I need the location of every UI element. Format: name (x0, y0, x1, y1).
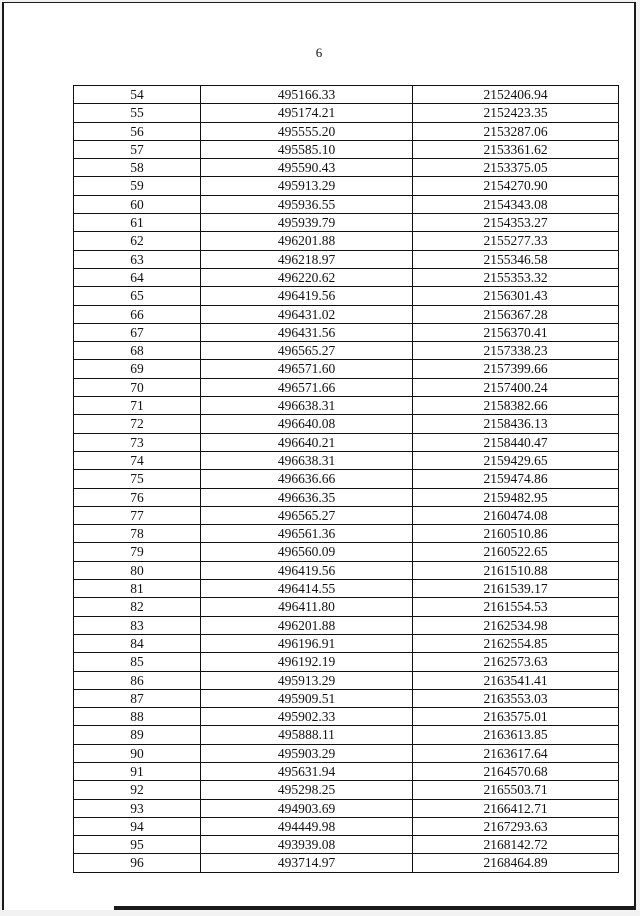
y-coordinate-cell: 2153287.06 (413, 122, 619, 140)
x-coordinate-cell: 496636.66 (201, 470, 413, 488)
table-row (74, 250, 619, 268)
table-row (74, 708, 619, 726)
y-coordinate-cell: 2161554.53 (413, 598, 619, 616)
x-coordinate-cell: 495902.33 (201, 708, 413, 726)
table-row (74, 744, 619, 762)
x-coordinate-cell: 496431.56 (201, 323, 413, 341)
point-number-cell: 85 (74, 653, 201, 671)
y-coordinate-cell: 2153375.05 (413, 159, 619, 177)
table-row (74, 287, 619, 305)
point-number-cell: 75 (74, 470, 201, 488)
table-row (74, 397, 619, 415)
table-row (74, 342, 619, 360)
x-coordinate-cell: 495939.79 (201, 214, 413, 232)
table-row (74, 634, 619, 652)
table-row (74, 762, 619, 780)
table-row (74, 140, 619, 158)
point-number-cell: 61 (74, 214, 201, 232)
point-number-cell: 96 (74, 854, 201, 872)
y-coordinate-cell: 2156301.43 (413, 287, 619, 305)
table-row (74, 470, 619, 488)
table-row (74, 451, 619, 469)
x-coordinate-cell: 496561.36 (201, 525, 413, 543)
point-number-cell: 92 (74, 781, 201, 799)
x-coordinate-cell: 495590.43 (201, 159, 413, 177)
x-coordinate-cell: 495585.10 (201, 140, 413, 158)
table-row (74, 488, 619, 506)
x-coordinate-cell: 494449.98 (201, 817, 413, 835)
y-coordinate-cell: 2164570.68 (413, 762, 619, 780)
x-coordinate-cell: 495174.21 (201, 104, 413, 122)
point-number-cell: 91 (74, 762, 201, 780)
point-number-cell: 68 (74, 342, 201, 360)
y-coordinate-cell: 2155346.58 (413, 250, 619, 268)
table-row (74, 506, 619, 524)
x-coordinate-cell: 496419.56 (201, 561, 413, 579)
y-coordinate-cell: 2156367.28 (413, 305, 619, 323)
document-page (2, 2, 636, 910)
y-coordinate-cell: 2162554.85 (413, 634, 619, 652)
y-coordinate-cell: 2162573.63 (413, 653, 619, 671)
point-number-cell: 93 (74, 799, 201, 817)
table-row (74, 268, 619, 286)
table-row (74, 580, 619, 598)
x-coordinate-cell: 496192.19 (201, 653, 413, 671)
table-row (74, 104, 619, 122)
point-number-cell: 55 (74, 104, 201, 122)
point-number-cell: 80 (74, 561, 201, 579)
y-coordinate-cell: 2160522.65 (413, 543, 619, 561)
table-row (74, 543, 619, 561)
x-coordinate-cell: 496571.66 (201, 378, 413, 396)
y-coordinate-cell: 2163617.64 (413, 744, 619, 762)
table-row (74, 653, 619, 671)
y-coordinate-cell: 2155277.33 (413, 232, 619, 250)
y-coordinate-cell: 2153361.62 (413, 140, 619, 158)
table-row (74, 616, 619, 634)
y-coordinate-cell: 2159429.65 (413, 451, 619, 469)
point-number-cell: 73 (74, 433, 201, 451)
point-number-cell: 54 (74, 86, 201, 104)
y-coordinate-cell: 2159482.95 (413, 488, 619, 506)
x-coordinate-cell: 495555.20 (201, 122, 413, 140)
y-coordinate-cell: 2154270.90 (413, 177, 619, 195)
point-number-cell: 59 (74, 177, 201, 195)
table-row (74, 689, 619, 707)
x-coordinate-cell: 496431.02 (201, 305, 413, 323)
y-coordinate-cell: 2152423.35 (413, 104, 619, 122)
x-coordinate-cell: 496640.21 (201, 433, 413, 451)
x-coordinate-cell: 496640.08 (201, 415, 413, 433)
x-coordinate-cell: 496218.97 (201, 250, 413, 268)
point-number-cell: 81 (74, 580, 201, 598)
y-coordinate-cell: 2160474.08 (413, 506, 619, 524)
y-coordinate-cell: 2166412.71 (413, 799, 619, 817)
x-coordinate-cell: 496565.27 (201, 342, 413, 360)
table-row (74, 360, 619, 378)
y-coordinate-cell: 2165503.71 (413, 781, 619, 799)
y-coordinate-cell: 2152406.94 (413, 86, 619, 104)
x-coordinate-cell: 496419.56 (201, 287, 413, 305)
point-number-cell: 71 (74, 397, 201, 415)
point-number-cell: 89 (74, 726, 201, 744)
x-coordinate-cell: 495631.94 (201, 762, 413, 780)
x-coordinate-cell: 495913.29 (201, 177, 413, 195)
point-number-cell: 84 (74, 634, 201, 652)
table-row (74, 726, 619, 744)
page-number: 6 (315, 45, 323, 60)
x-coordinate-cell: 496201.88 (201, 232, 413, 250)
point-number-cell: 90 (74, 744, 201, 762)
x-coordinate-cell: 496638.31 (201, 397, 413, 415)
point-number-cell: 66 (74, 305, 201, 323)
x-coordinate-cell: 496636.35 (201, 488, 413, 506)
coordinates-table-body (74, 86, 619, 873)
x-coordinate-cell: 493714.97 (201, 854, 413, 872)
x-coordinate-cell: 493939.08 (201, 836, 413, 854)
y-coordinate-cell: 2161539.17 (413, 580, 619, 598)
table-row (74, 415, 619, 433)
point-number-cell: 86 (74, 671, 201, 689)
point-number-cell: 74 (74, 451, 201, 469)
table-row (74, 177, 619, 195)
table-row (74, 525, 619, 543)
x-coordinate-cell: 495903.29 (201, 744, 413, 762)
table-row (74, 781, 619, 799)
x-coordinate-cell: 494903.69 (201, 799, 413, 817)
table-row (74, 671, 619, 689)
point-number-cell: 64 (74, 268, 201, 286)
table-row (74, 232, 619, 250)
y-coordinate-cell: 2154353.27 (413, 214, 619, 232)
table-row (74, 159, 619, 177)
point-number-cell: 62 (74, 232, 201, 250)
table-row (74, 122, 619, 140)
table-row (74, 561, 619, 579)
y-coordinate-cell: 2163553.03 (413, 689, 619, 707)
x-coordinate-cell: 495888.11 (201, 726, 413, 744)
y-coordinate-cell: 2163541.41 (413, 671, 619, 689)
table-row (74, 86, 619, 104)
point-number-cell: 57 (74, 140, 201, 158)
point-number-cell: 60 (74, 195, 201, 213)
x-coordinate-cell: 496571.60 (201, 360, 413, 378)
point-number-cell: 83 (74, 616, 201, 634)
point-number-cell: 67 (74, 323, 201, 341)
table-row (74, 598, 619, 616)
x-coordinate-cell: 496414.55 (201, 580, 413, 598)
table-row (74, 854, 619, 872)
point-number-cell: 78 (74, 525, 201, 543)
y-coordinate-cell: 2157399.66 (413, 360, 619, 378)
point-number-cell: 58 (74, 159, 201, 177)
point-number-cell: 79 (74, 543, 201, 561)
table-row (74, 799, 619, 817)
point-number-cell: 87 (74, 689, 201, 707)
y-coordinate-cell: 2162534.98 (413, 616, 619, 634)
y-coordinate-cell: 2158382.66 (413, 397, 619, 415)
y-coordinate-cell: 2157400.24 (413, 378, 619, 396)
y-coordinate-cell: 2160510.86 (413, 525, 619, 543)
y-coordinate-cell: 2163613.85 (413, 726, 619, 744)
x-coordinate-cell: 496565.27 (201, 506, 413, 524)
y-coordinate-cell: 2155353.32 (413, 268, 619, 286)
x-coordinate-cell: 495166.33 (201, 86, 413, 104)
point-number-cell: 76 (74, 488, 201, 506)
point-number-cell: 94 (74, 817, 201, 835)
table-row (74, 214, 619, 232)
x-coordinate-cell: 496560.09 (201, 543, 413, 561)
point-number-cell: 56 (74, 122, 201, 140)
point-number-cell: 88 (74, 708, 201, 726)
point-number-cell: 63 (74, 250, 201, 268)
table-row (74, 378, 619, 396)
y-coordinate-cell: 2156370.41 (413, 323, 619, 341)
coordinates-table (73, 85, 619, 873)
x-coordinate-cell: 496196.91 (201, 634, 413, 652)
x-coordinate-cell: 495298.25 (201, 781, 413, 799)
y-coordinate-cell: 2161510.88 (413, 561, 619, 579)
table-row (74, 305, 619, 323)
y-coordinate-cell: 2158440.47 (413, 433, 619, 451)
y-coordinate-cell: 2158436.13 (413, 415, 619, 433)
table-row (74, 433, 619, 451)
point-number-cell: 72 (74, 415, 201, 433)
y-coordinate-cell: 2154343.08 (413, 195, 619, 213)
x-coordinate-cell: 495909.51 (201, 689, 413, 707)
table-row (74, 323, 619, 341)
x-coordinate-cell: 495936.55 (201, 195, 413, 213)
x-coordinate-cell: 496638.31 (201, 451, 413, 469)
y-coordinate-cell: 2167293.63 (413, 817, 619, 835)
table-row (74, 836, 619, 854)
table-row (74, 195, 619, 213)
y-coordinate-cell: 2168142.72 (413, 836, 619, 854)
point-number-cell: 77 (74, 506, 201, 524)
page-bottom-rule (114, 906, 634, 910)
x-coordinate-cell: 496201.88 (201, 616, 413, 634)
table-row (74, 817, 619, 835)
point-number-cell: 70 (74, 378, 201, 396)
y-coordinate-cell: 2157338.23 (413, 342, 619, 360)
y-coordinate-cell: 2163575.01 (413, 708, 619, 726)
y-coordinate-cell: 2159474.86 (413, 470, 619, 488)
y-coordinate-cell: 2168464.89 (413, 854, 619, 872)
x-coordinate-cell: 496220.62 (201, 268, 413, 286)
point-number-cell: 82 (74, 598, 201, 616)
point-number-cell: 65 (74, 287, 201, 305)
x-coordinate-cell: 495913.29 (201, 671, 413, 689)
point-number-cell: 95 (74, 836, 201, 854)
x-coordinate-cell: 496411.80 (201, 598, 413, 616)
point-number-cell: 69 (74, 360, 201, 378)
